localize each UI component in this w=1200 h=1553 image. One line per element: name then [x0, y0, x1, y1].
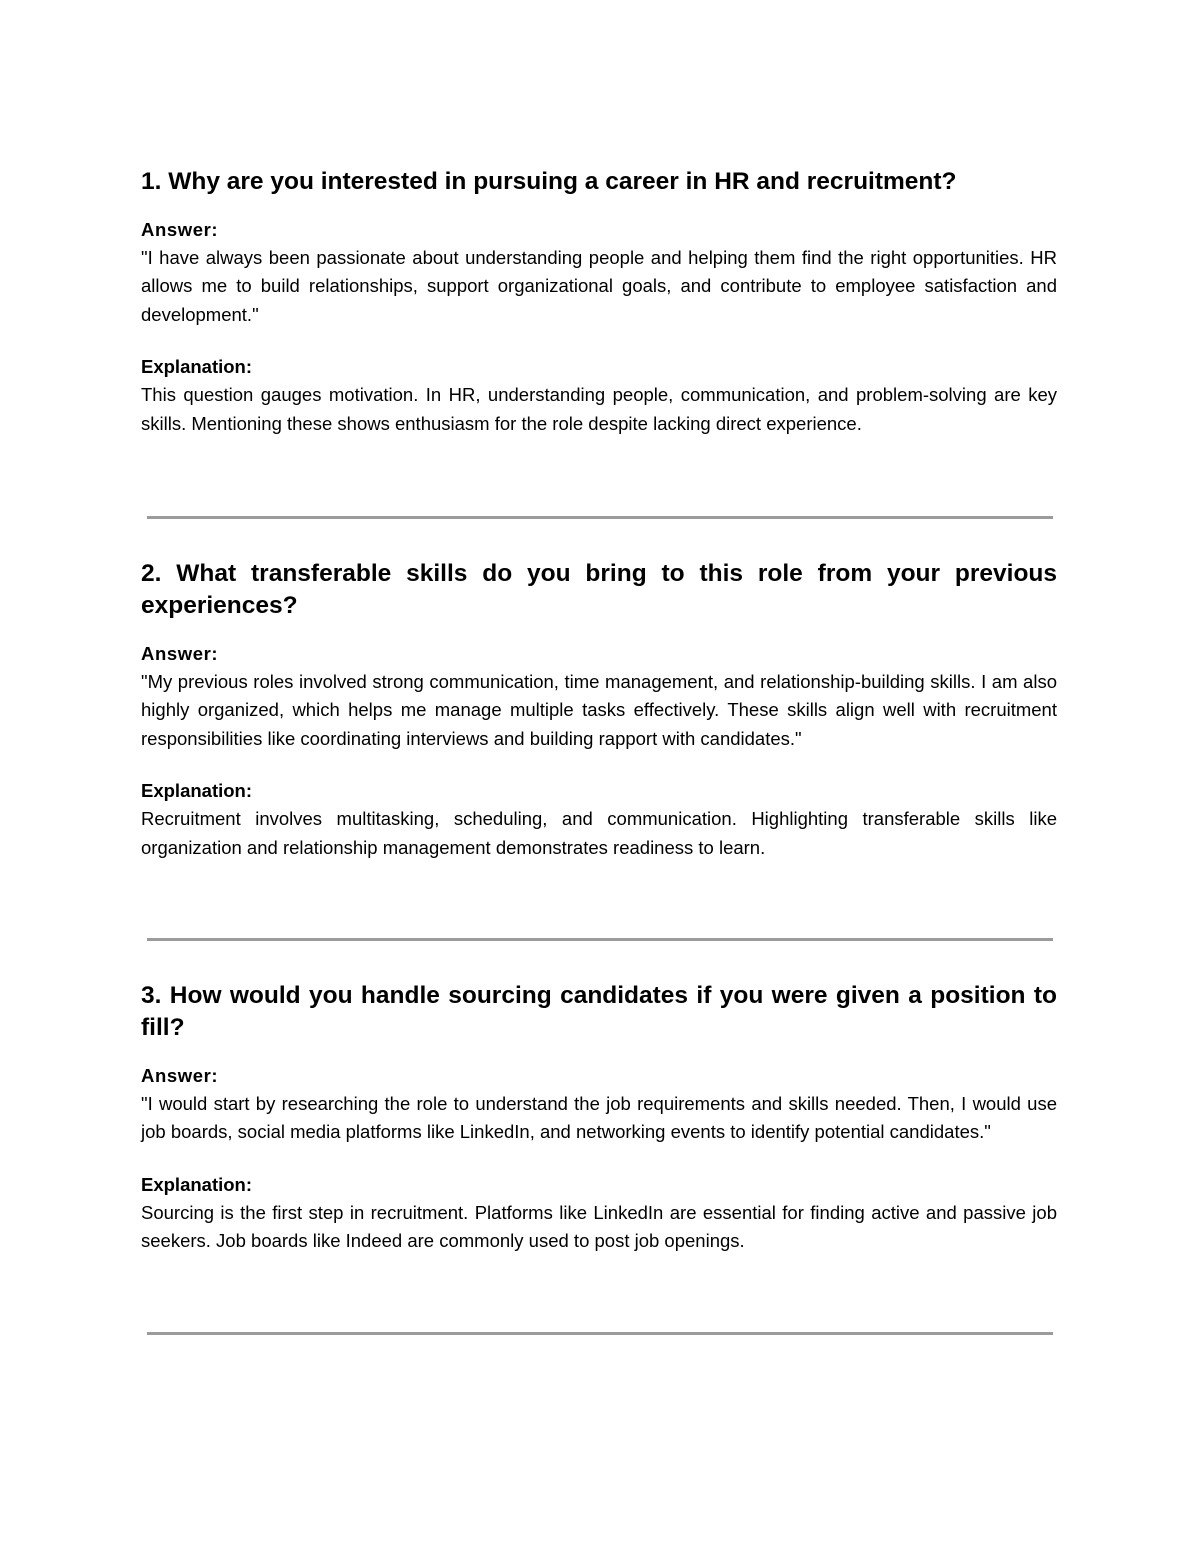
- question-heading: 2. What transferable skills do you bring to this role from your previous experiences?: [141, 560, 1057, 619]
- explanation-text: Sourcing is the first step in recruitment. Platforms like LinkedIn are essential for finding active and passive job seekers. Job boards like Indeed are commonly used to post job openings.: [141, 1201, 1057, 1252]
- answer-label: Answer:: [141, 643, 219, 664]
- answer-text: "I have always been passionate about understanding people and helping them find the right opportunities. HR allows me to build relationships, support organizational goals, and contribute to employee satisfaction and development.": [141, 247, 1057, 325]
- explanation-text: This question gauges motivation. In HR, understanding people, communication, and problem-solving are key skills. Mentioning these shows enthusiasm for the role despite lacking direct experience.: [141, 384, 1057, 434]
- section-divider: [147, 516, 1053, 519]
- answer-text: "I would start by researching the role to understand the job requirements and skills needed. Then, I would use job boards, social media platforms like LinkedIn, and networking events to identify potential candidates.": [141, 1093, 1057, 1143]
- answer-text: "My previous roles involved strong communication, time management, and relationship-building skills. I am also highly organized, which helps me manage multiple tasks effectively. These skills align well with recruitment responsibilities like coordinating interviews and building rapport with candidates.": [141, 671, 1057, 749]
- explanation-label: Explanation:: [141, 780, 253, 802]
- explanation-label: Explanation:: [141, 1173, 253, 1195]
- section-divider: [147, 938, 1053, 941]
- qa-section-3: [141, 980, 1057, 1380]
- question-heading: 3. How would you handle sourcing candidates if you were given a position to fill?: [141, 982, 1057, 1041]
- qa-section-1: [141, 166, 1057, 558]
- document-page: [141, 166, 1057, 1380]
- answer-label: Answer:: [141, 219, 219, 240]
- explanation-text: Recruitment involves multitasking, scheduling, and communication. Highlighting transferable skills like organization and relationship management demonstrates readiness to learn.: [141, 808, 1057, 858]
- section-divider: [147, 1332, 1053, 1335]
- question-heading: 1. Why are you interested in pursuing a career in HR and recruitment?: [141, 168, 957, 195]
- answer-label: Answer:: [141, 1065, 219, 1086]
- qa-section-2: [141, 558, 1057, 980]
- explanation-label: Explanation:: [141, 356, 253, 378]
